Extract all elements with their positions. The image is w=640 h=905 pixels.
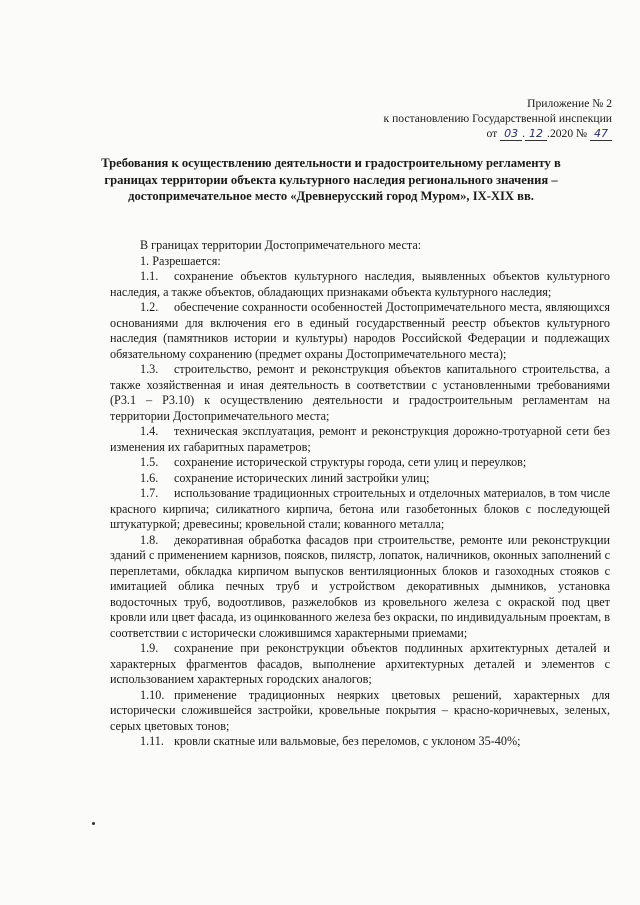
list-item [110, 300, 610, 362]
list-item [110, 471, 610, 487]
list-item [110, 486, 610, 533]
item-number: 1.2. [140, 300, 159, 314]
item-text: сохранение при реконструкции объектов подлинных архитектурных деталей и характерных фрагментов фасадов, выполнение архитектурных деталей и элементов с использованием характерных городских аналогов; [110, 641, 610, 686]
handwritten-month: 12 [525, 127, 547, 141]
appendix-header [312, 96, 612, 141]
list-item [110, 455, 610, 471]
from-label: от [486, 127, 498, 140]
item-number: 1.10. [140, 687, 165, 702]
list-item [110, 424, 610, 455]
item-number: 1.6. [140, 470, 159, 485]
year-and-number-label: 2020 № [549, 127, 588, 140]
item-text: кровли скатные или вальмовые, без переломов, с уклоном 35-40%; [174, 734, 521, 748]
handwritten-number: 47 [590, 127, 612, 141]
item-number: 1.4. [140, 424, 159, 438]
item-text: сохранение исторических линий застройки улиц; [174, 470, 430, 485]
item-number: 1.9. [140, 641, 159, 655]
scan-speck [92, 822, 95, 825]
list-item [110, 734, 610, 750]
item-number: 1.5. [140, 455, 159, 469]
list-item [110, 533, 610, 642]
item-text: использование традиционных строительных и отделочных материалов, в том числе красного кирпича; силикатного кирпича, бетона или газобетонных блоков с последующей штукатуркой; древесины; кровельной стали; кованного металла; [110, 486, 610, 531]
item-number: 1.3. [140, 362, 159, 376]
document-body [110, 238, 610, 750]
appendix-date-line: от 03 . 12 .2020 № 47 [487, 126, 613, 141]
section-heading: 1. Разрешается: [140, 253, 221, 268]
item-text: сохранение объектов культурного наследия, выявленных объектов культурного наследия, а также объектов, обладающих признаками объекта культурного наследия; [110, 269, 610, 299]
item-text: декоративная обработка фасадов при строительстве, ремонте или реконструкции зданий с применением карнизов, поясков, пилястр, лопаток, наличников, оконных заполнений с переплетами, обкладка кирпичом выпусков вентиляционных блоков и газоходных стояков с имитацией облика печных труб и устройством декоративных дымников, установка водосточных труб, водоотливов, разжелобков из кровельного железа с окраской под цвет кровли или цвет фасада, из оцинкованного железа без окраски, по индивидуальным проектам, в соответствии с исторически сложившимся характерными приемами; [110, 532, 610, 640]
document-title: Требования к осуществлению деятельности и градостроительному регламенту в границах территории объекта культурного наследия регионального значения – достопримечательное место «Древнерусский город Муром», IX-XIX вв. [101, 156, 561, 204]
appendix-reference: к постановлению Государственной инспекции [383, 112, 612, 125]
item-text: строительство, ремонт и реконструкция объектов капитального строительства, а также хозяйственная и иная деятельность в соответствии с установленными требованиями (Р3.1 – Р3.10) к осуществлению деятельности и градостроительным регламентам на территории Достопримечательного места; [110, 362, 610, 423]
intro-paragraph: В границах территории Достопримечательного места: [140, 238, 422, 252]
item-number: 1.11. [140, 734, 164, 748]
item-number: 1.7. [140, 486, 159, 500]
list-item [110, 688, 610, 735]
item-number: 1.1. [140, 269, 159, 283]
list-item [110, 269, 610, 300]
item-text: обеспечение сохранности особенностей Достопримечательного места, являющихся основаниями для включения его в единый государственный реестр объектов культурного наследия (памятников истории и культуры) народов Российской Федерации и подлежащих обязательному сохранению (предмет охраны Достопримечательного места); [110, 300, 610, 361]
list-item [110, 641, 610, 688]
item-text: применение традиционных неярких цветовых решений, характерных для исторически сложившейся застройки, кровельные покрытия – красно-коричневых, зеленых, серых цветовых тонов; [110, 687, 610, 733]
appendix-number: Приложение № 2 [527, 97, 612, 110]
item-number: 1.8. [140, 532, 159, 547]
item-text: техническая эксплуатация, ремонт и реконструкция дорожно-тротуарной сети без изменения их габаритных параметров; [110, 424, 610, 454]
item-text: сохранение исторической структуры города, сети улиц и переулков; [174, 455, 527, 469]
list-item [110, 362, 610, 424]
handwritten-day: 03 [500, 127, 522, 141]
